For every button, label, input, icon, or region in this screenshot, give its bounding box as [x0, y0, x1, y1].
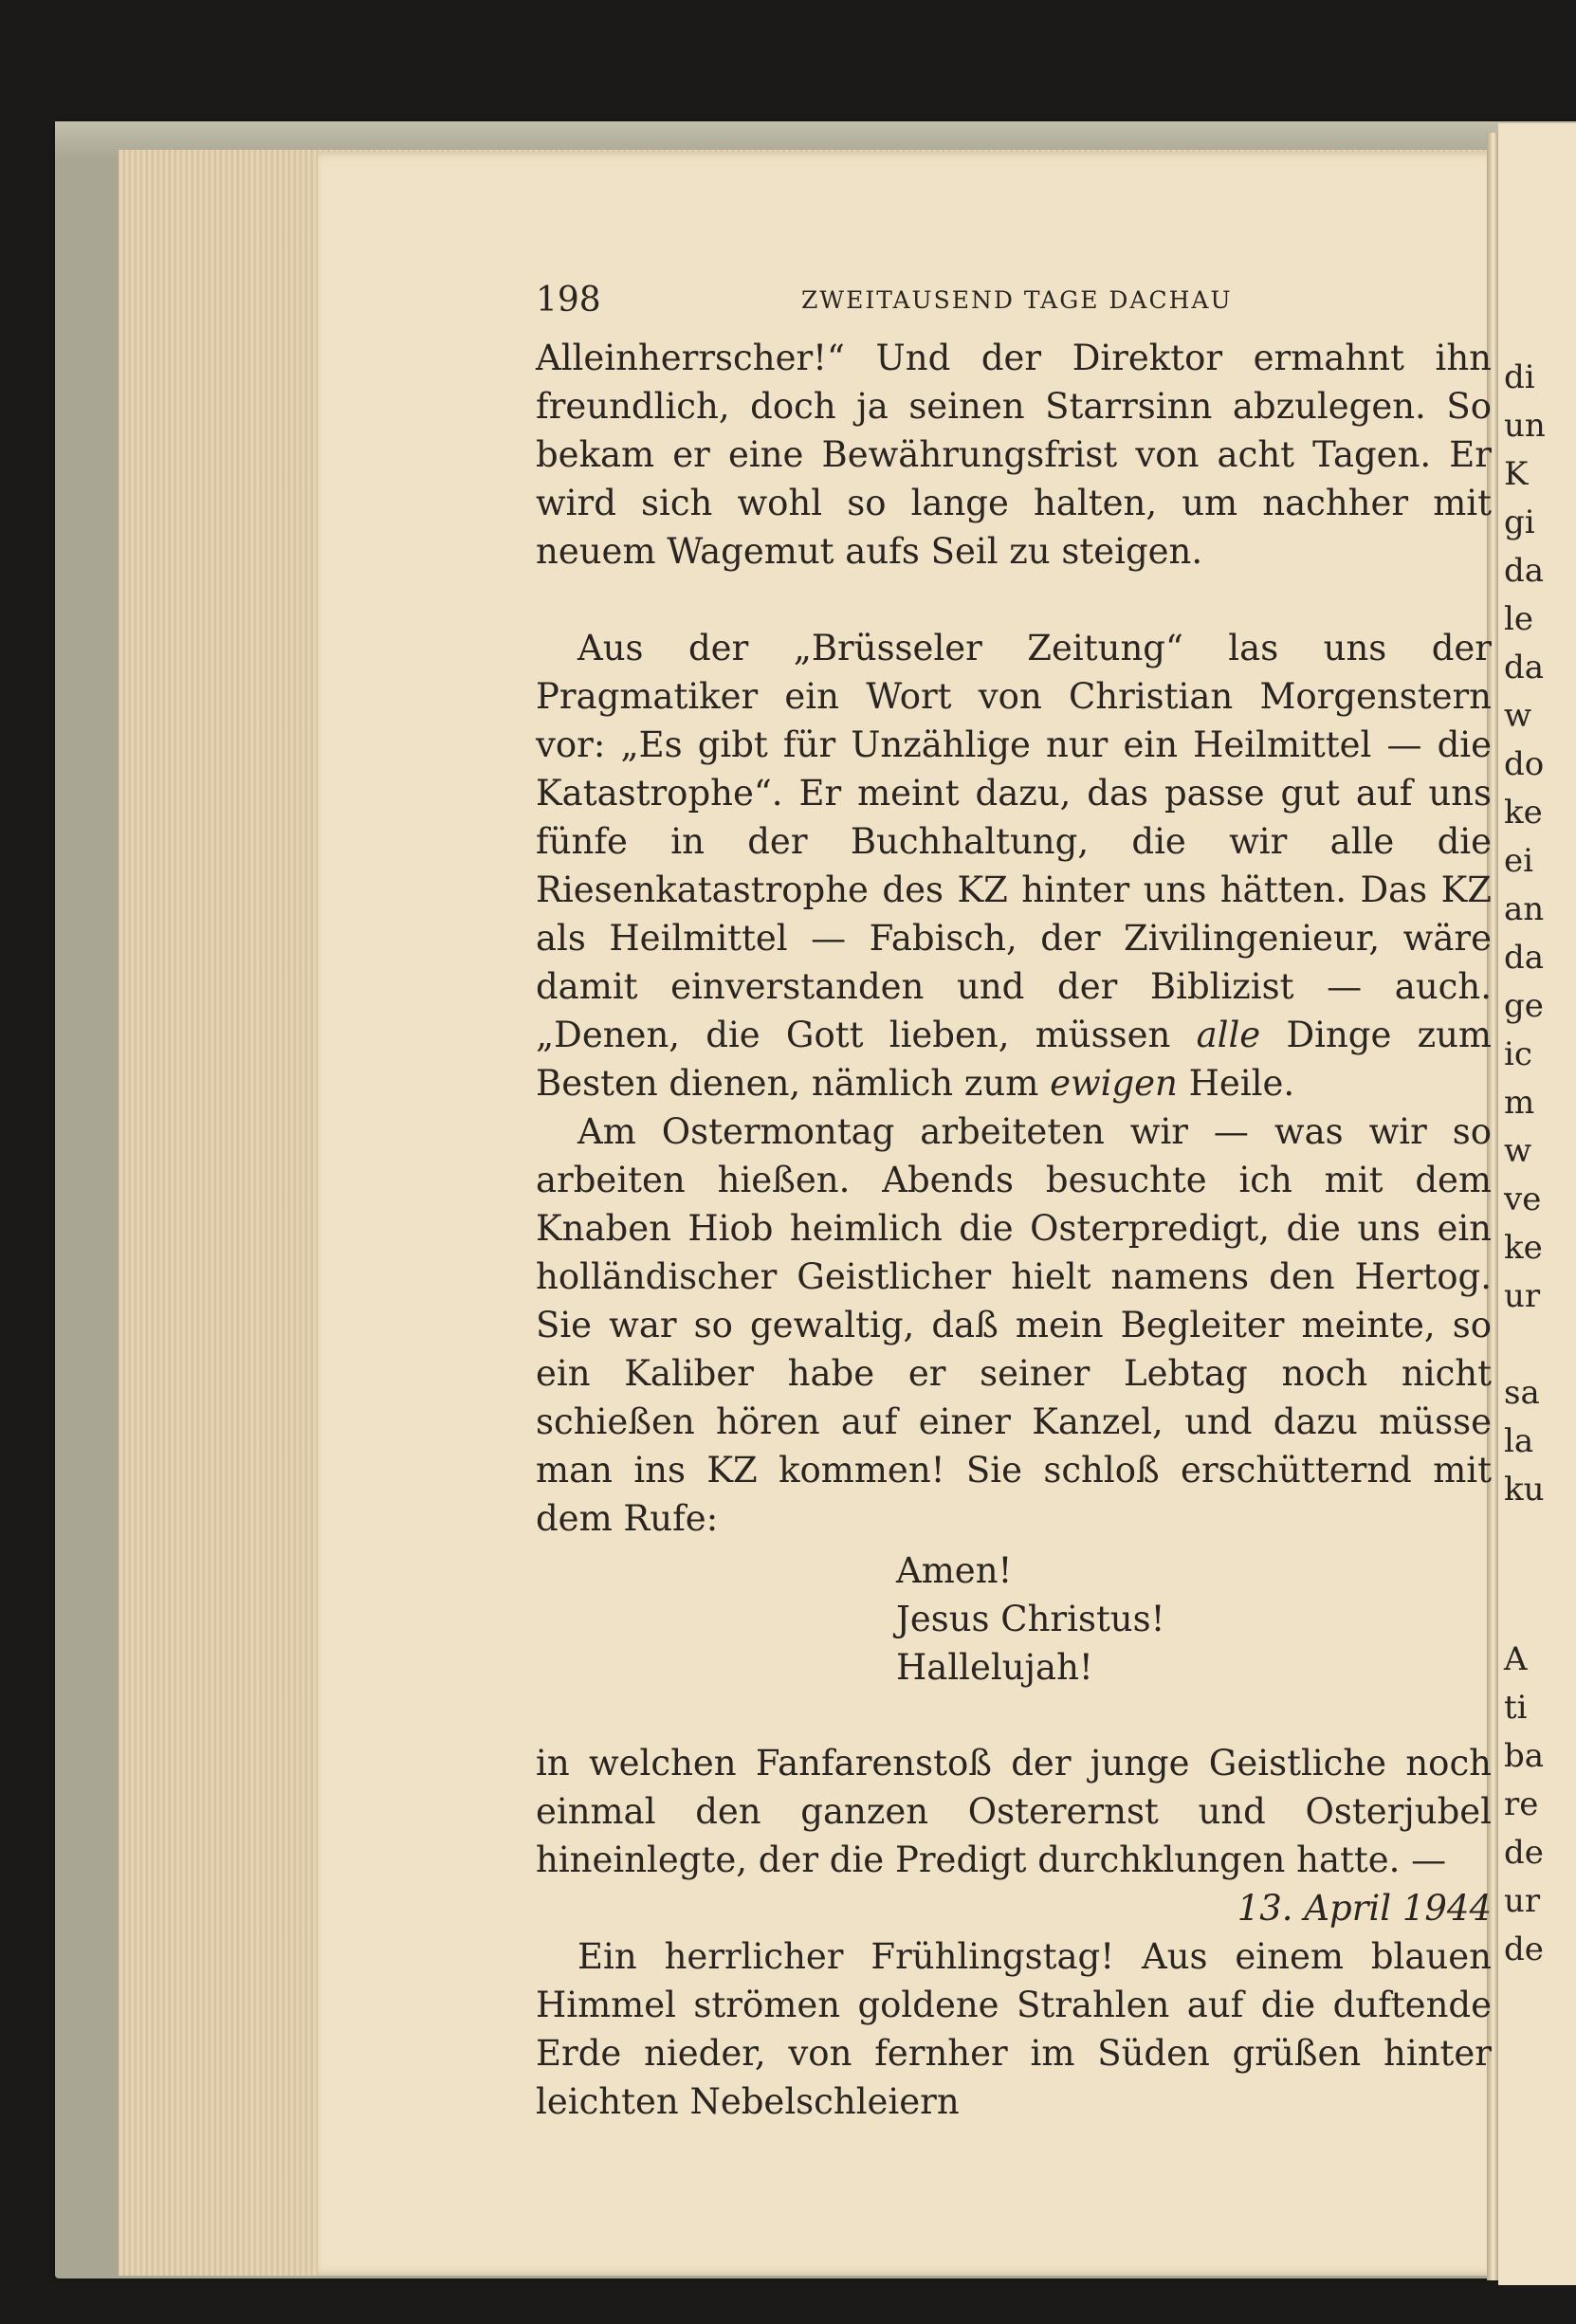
dateline: 13. April 1944	[1237, 1888, 1492, 1929]
facing-page-fragment: w	[1504, 1132, 1532, 1170]
facing-page-fragment: sa	[1504, 1374, 1540, 1412]
facing-page-fragment: di	[1504, 358, 1535, 396]
facing-page-fragment: ge	[1504, 987, 1544, 1025]
facing-page-fragment: da	[1504, 939, 1545, 977]
facing-page-fragment: m	[1504, 1084, 1535, 1122]
emphasis: alle	[1196, 1015, 1261, 1055]
paragraph-text: Heile.	[1188, 1063, 1295, 1104]
facing-page-fragment: da	[1504, 649, 1545, 686]
facing-page-fragment: de	[1504, 1931, 1544, 1968]
facing-page-fragment: ku	[1504, 1471, 1545, 1509]
facing-page-fragment: le	[1504, 600, 1533, 638]
emphasis: ewigen	[1050, 1063, 1178, 1104]
facing-page-fragment: ic	[1504, 1035, 1532, 1073]
paragraph: Ein herrlicher Frühlingstag! Aus einem blauen Himmel strömen goldene Strahlen auf die duftende Erde nieder, von fernher im Süden grüßen hinter leichten Nebelschleiern	[536, 1936, 1492, 2122]
facing-page-fragment: ur	[1504, 1882, 1541, 1920]
paragraph: Alleinherrscher!“ Und der Direktor ermahnt ihn freundlich, doch ja seinen Starrsinn abzulegen. So bekam er eine Bewährungsfrist von acht Tagen. Er wird sich wohl so lange halten, um nachher mit neuem Wagemut aufs Seil zu steigen.	[536, 338, 1492, 572]
facing-page-fragment: gi	[1504, 503, 1535, 541]
paragraph-text: Aus der „Brüsseler Zeitung“ las uns der Pragmatiker ein Wort von Christian Morgenstern vor: „Es gibt für Unzählige nur ein Heilmittel — die Katastrophe“. Er meint dazu, das passe gut auf uns fünfe in der Buchhaltung, die wir alle die Riesenkatastrophe des KZ hinter uns hätten. Das KZ als Heilmittel — Fabisch, der Zivilingenieur, wäre damit einverstanden und der Biblizist — auch. „Denen, die Gott lieben, müssen	[536, 628, 1492, 1055]
facing-page-fragment: de	[1504, 1834, 1544, 1872]
paragraph-text: Dinge zum Besten dienen, nämlich zum	[536, 1015, 1493, 1104]
running-title: ZWEITAUSEND TAGE DACHAU	[801, 286, 1233, 314]
facing-page-fragment: da	[1504, 552, 1545, 590]
facing-page-fragment: w	[1504, 697, 1532, 735]
paragraph	[536, 624, 1492, 1107]
facing-page-fragment: un	[1504, 407, 1546, 445]
page-number: 198	[536, 281, 601, 320]
poem-line: Amen!	[896, 1550, 1013, 1591]
poem-line: Jesus Christus!	[896, 1599, 1165, 1639]
facing-page-fragment: la	[1504, 1422, 1534, 1460]
facing-page-fragment: A	[1504, 1640, 1528, 1678]
page-header	[536, 281, 1494, 328]
facing-page-fragment: ei	[1504, 842, 1533, 880]
poem	[536, 1546, 1492, 1692]
page-body	[536, 334, 1492, 2126]
facing-page-fragment: ur	[1504, 1277, 1541, 1315]
paragraph: Am Ostermontag arbeiteten wir — was wir so arbeiten hießen. Abends besuchte ich mit dem Knaben Hiob heimlich die Osterpredigt, die uns ein holländischer Geistlicher hielt namens den Hertog. Sie war so gewaltig, daß mein Begleiter meinte, so ein Kaliber habe er seiner Lebtag noch nicht schießen hören auf einer Kanzel, und dazu müsse man ins KZ kommen! Sie schloß erschütternd mit dem Rufe:	[536, 1111, 1492, 1539]
facing-page-fragment: re	[1504, 1785, 1539, 1823]
facing-page-fragment: ve	[1504, 1180, 1542, 1218]
facing-page-edge	[1498, 123, 1576, 2285]
facing-page-fragment: ba	[1504, 1737, 1545, 1775]
facing-page-fragment: ke	[1504, 1229, 1543, 1267]
facing-page-fragment: do	[1504, 745, 1545, 783]
facing-page-fragment: ke	[1504, 794, 1543, 832]
poem-line: Hallelujah!	[896, 1647, 1093, 1688]
facing-page-fragment: K	[1504, 455, 1529, 493]
facing-page-fragment: ti	[1504, 1689, 1528, 1727]
paragraph: in welchen Fanfarenstoß der junge Geistliche noch einmal den ganzen Osterernst und Osterjubel hineinlegte, der die Predigt durchklungen hatte. —	[536, 1743, 1492, 1880]
facing-page-fragment: an	[1504, 890, 1545, 928]
